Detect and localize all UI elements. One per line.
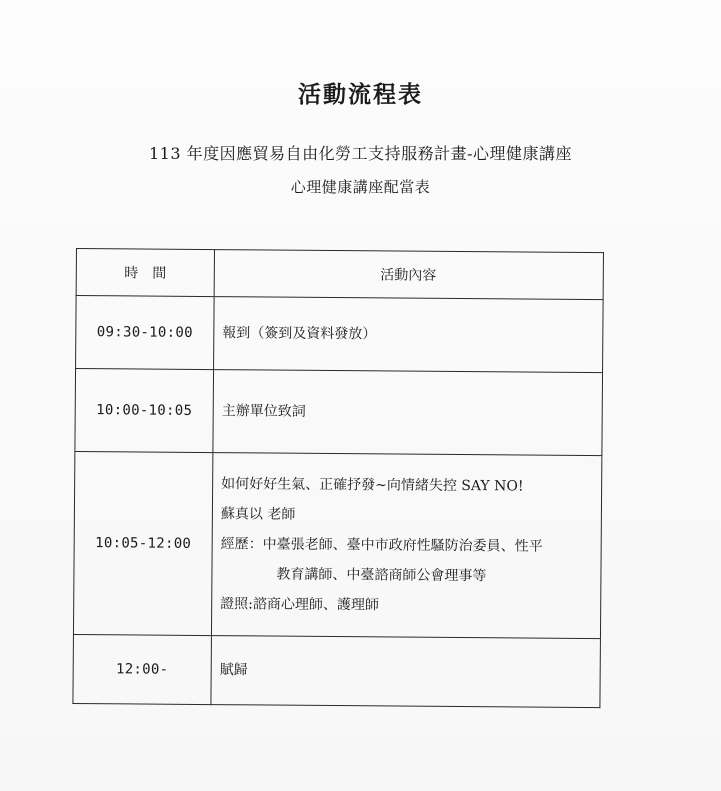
speaker-license: 證照:諮商心理師、護理師 — [220, 596, 379, 614]
table-row — [73, 451, 601, 638]
row-time-cell — [76, 296, 215, 370]
row-content-line: 報到（簽到及資料發放） — [222, 325, 377, 343]
header-content: 活動內容 — [214, 250, 603, 300]
row-content-cell — [214, 297, 604, 373]
header-time: 時 間 — [76, 249, 214, 297]
session-topic: 如何好好生氣、正確抒發~向情緒失控 SAY NO! — [221, 476, 524, 495]
speaker-experience-cont: 教育講師、中臺諮商師公會理事等 — [276, 566, 487, 585]
document-subtitle-schedule: 心理健康講座配當表 — [290, 178, 431, 196]
document-title: 活動流程表 — [298, 81, 423, 108]
speaker-name: 蘇真以 老師 — [220, 506, 296, 523]
table-row — [76, 296, 604, 373]
row-content-line: 賦歸 — [219, 662, 248, 679]
row-content-cell — [211, 636, 601, 708]
row-time: 12:00- — [115, 661, 169, 678]
document-subtitle: 113 年度因應貿易自由化勞工支持服務計畫-心理健康講座 — [148, 144, 573, 163]
row-time: 09:30-10:00 — [96, 324, 193, 341]
row-time-cell — [73, 451, 212, 635]
table-header-row — [76, 249, 603, 300]
table-row — [73, 634, 601, 707]
table-row — [75, 369, 603, 456]
row-content-cell — [213, 370, 603, 456]
speaker-experience: 經歷：中臺張老師、臺中市政府性騷防治委員、性平 — [220, 536, 543, 555]
row-content-cell — [211, 453, 601, 639]
row-time: 10:00-10:05 — [96, 402, 193, 419]
row-time-cell — [75, 369, 214, 453]
row-time: 10:05-12:00 — [95, 535, 192, 552]
row-content-line: 主辦單位致詞 — [221, 403, 306, 420]
schedule-table — [72, 248, 604, 708]
row-time-cell — [73, 634, 212, 704]
